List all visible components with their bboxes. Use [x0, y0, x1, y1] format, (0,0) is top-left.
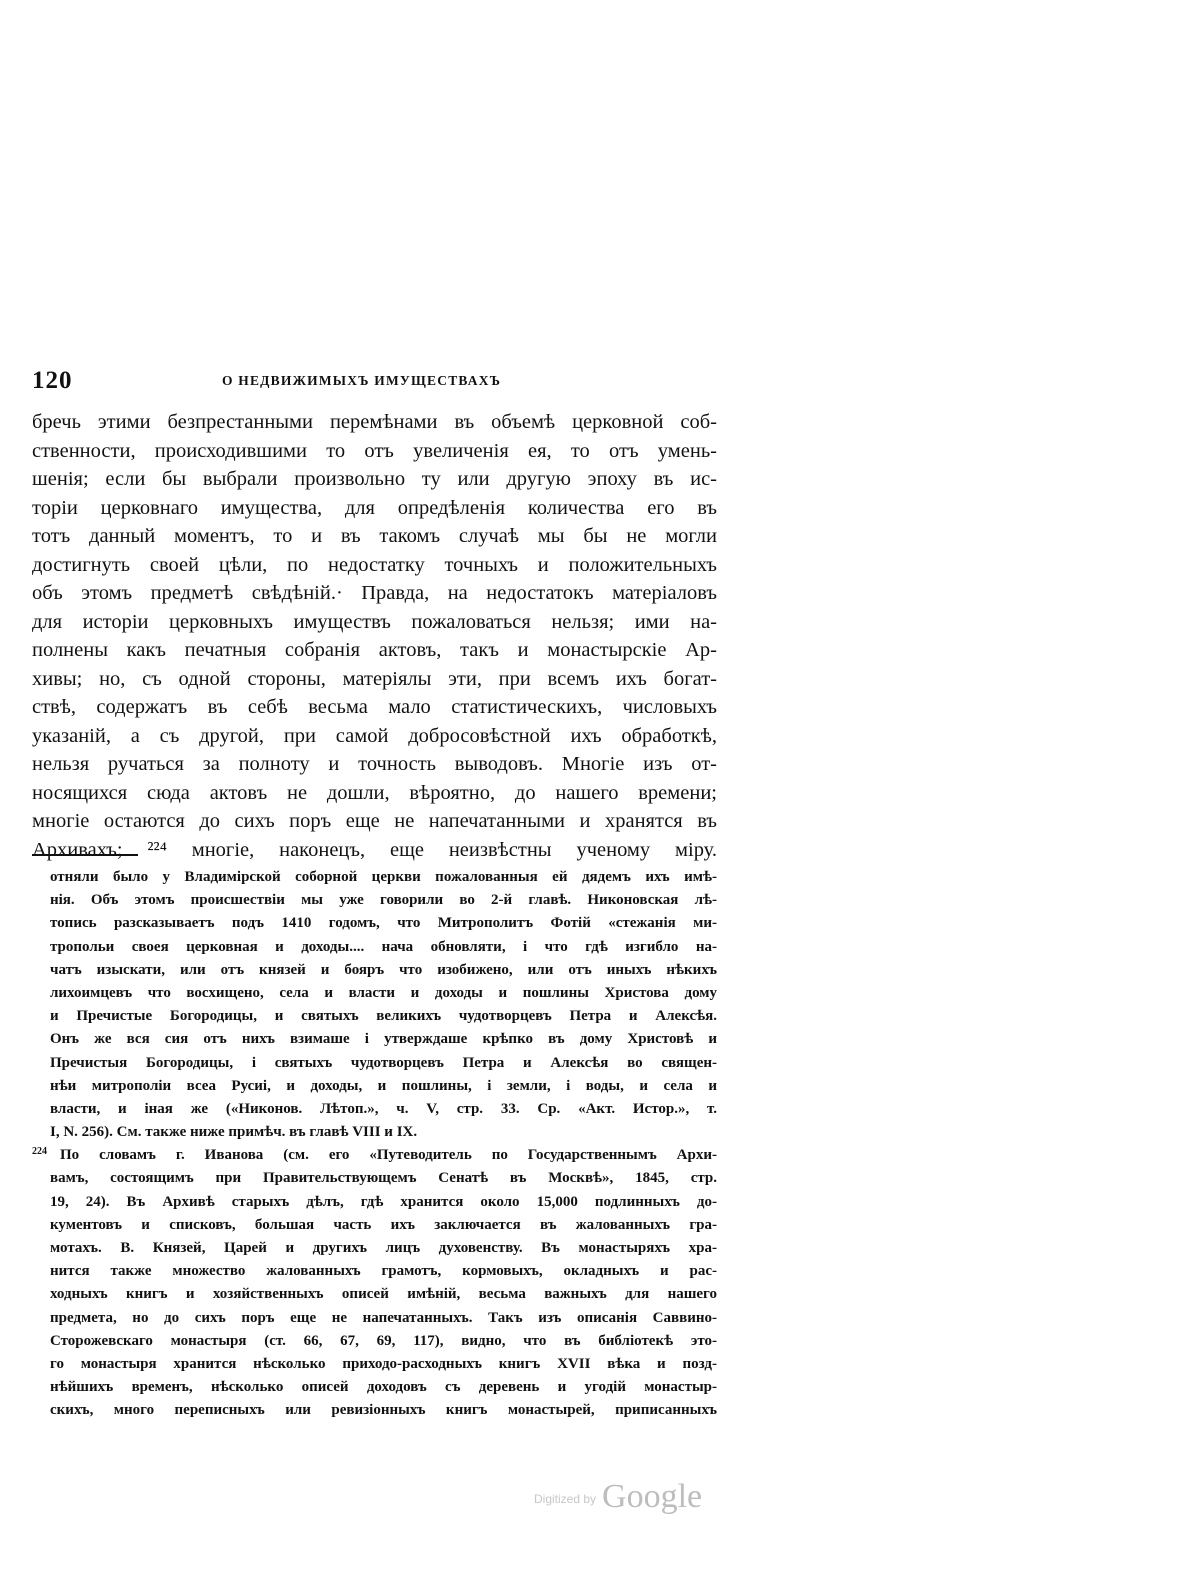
footnote-line: отняли было у Владимірской соборной церкви пожалованныя ей дядемъ ихъ имѣ- [50, 869, 717, 885]
footnote-line: ходныхъ книгъ и хозяйственныхъ описей имѣній, весьма важныхъ для нашего [50, 1286, 717, 1303]
footnote-line: Пречистыя Богородицы, і святыхъ чудотворцевъ Петра и Алексѣя во священ- [50, 1054, 717, 1071]
footnote-line: 19, 24). Въ Архивѣ старыхъ дѣлъ, гдѣ хранится около 15,000 подлинныхъ до- [50, 1193, 717, 1210]
text-line: Архивахъ; ²²⁴ многіе, наконецъ, еще неизвѣстны ученому міру. [32, 838, 717, 861]
footnote-line: Сторожевскаго монастыря (ст. 66, 67, 69, 117), видно, что въ библіотекѣ это- [50, 1332, 717, 1349]
footnote-line: нѣи митрополіи всеа Русиі, и доходы, и пошлины, і земли, і воды, и села и [50, 1077, 717, 1094]
text-line: многіе остаются до сихъ поръ еще не напечатанными и хранятся въ [32, 810, 717, 832]
text-line: шенія; если бы выбрали произвольно ту или другую эпоху въ ис- [32, 468, 717, 490]
text-line: нельзя ручаться за полноту и точность выводовъ. Многіе изъ от- [32, 753, 717, 775]
page-number: 120 [32, 367, 73, 394]
footnote-marker: 224 [32, 1146, 47, 1158]
footnote-line: Онъ же вся сия отъ нихъ взимаше і утверждаше крѣпко въ дому Христовѣ и [50, 1031, 717, 1048]
footnote-line: го монастыря хранится нѣсколько приходо-расходныхъ книгъ XVII вѣка и позд- [50, 1355, 717, 1372]
footnote-224-first-line [32, 1144, 717, 1167]
footnote-line-text: По словамъ г. Иванова (см. его «Путеводитель по Государственнымъ Архи- [60, 1147, 717, 1164]
footnote-line: кументовъ и списковъ, большая часть ихъ заключается въ жалованныхъ гра- [50, 1216, 717, 1233]
text-line: бречь этими безпрестанными перемѣнами въ объемѣ церковной соб- [32, 411, 717, 433]
footnote-line: чатъ изыскати, или отъ князей и бояръ что изобижено, или отъ иныхъ нѣкихъ [50, 961, 717, 978]
footnote-line: лихоимцевъ что восхищено, села и власти и доходы и пошлины Христова дому [50, 984, 717, 1001]
google-watermark [534, 1474, 702, 1514]
footnote-line: тропольи своея церковная и доходы.... нача обновляти, і что гдѣ изгибло на- [50, 938, 717, 955]
page-header [32, 364, 717, 404]
footnote-line: I, N. 256). См. также ниже примѣч. въ главѣ VIII и IX. [50, 1124, 418, 1141]
text-line: для исторіи церковныхъ имуществъ пожаловаться нельзя; ими на- [32, 610, 717, 633]
text-line: носящихся сюда актовъ не дошли, вѣроятно, до нашего времени; [32, 781, 717, 804]
footnotes [32, 866, 717, 1423]
footnote-line: нится также множество жалованныхъ грамотъ, кормовыхъ, окладныхъ и рас- [50, 1263, 717, 1280]
footnote-line: власти, и іная же («Никонов. Лѣтоп.», ч. V, стр. 33. Ср. «Акт. Истор.», т. [50, 1100, 717, 1117]
footnote-line: нія. Объ этомъ происшествіи мы уже говорили во 2-й главѣ. Никоновская лѣ- [50, 892, 717, 909]
footnote-rule [32, 854, 138, 856]
running-head: О НЕДВИЖИМЫХЪ ИМУЩЕСТВАХЪ [222, 373, 502, 388]
google-logo: Google [602, 1478, 703, 1515]
footnote-line: нѣйшихъ временъ, нѣсколько описей доходовъ съ деревень и угодій монастыр- [50, 1379, 717, 1396]
watermark-prefix: Digitized by [534, 1492, 597, 1506]
text-line: указаній, а съ другой, при самой добросовѣстной ихъ обработкѣ, [32, 724, 717, 747]
text-line: достигнуть своей цѣли, по недостатку точныхъ и положительныхъ [32, 553, 717, 576]
text-line: объ этомъ предметѣ свѣдѣній.· Правда, на недостатокъ матеріаловъ [32, 582, 717, 604]
main-text [32, 408, 717, 864]
footnote-line: и Пречистые Богородицы, и святыхъ великихъ чудотворцевъ Петра и Алексѣя. [50, 1008, 717, 1025]
text-line: торіи церковнаго имущества, для опредѣленія количества его въ [32, 496, 717, 519]
text-line: тотъ данный моментъ, то и въ такомъ случаѣ мы бы не могли [32, 525, 717, 547]
text-line: ствѣ, содержатъ въ себѣ весьма мало статистическихъ, числовыхъ [32, 696, 717, 718]
footnote-line: мотахъ. В. Князей, Царей и другихъ лицъ духовенству. Въ монастыряхъ хра- [50, 1240, 717, 1256]
footnote-line: вамъ, состоящимъ при Правительствующемъ Сенатѣ въ Москвѣ», 1845, стр. [50, 1170, 717, 1187]
text-line: полнены какъ печатныя собранія актовъ, такъ и монастырскіе Ар- [32, 639, 717, 661]
text-line: хивы; но, съ одной стороны, матеріялы эти, при всемъ ихъ богат- [32, 667, 717, 690]
text-line: ственности, происходившими то отъ увеличенія ея, то отъ умень- [32, 439, 717, 462]
footnote-line: топись разсказываетъ подъ 1410 годомъ, что Митрополитъ Фотій «стежанія ми- [50, 915, 717, 932]
footnote-line: скихъ, много переписныхъ или ревизіонныхъ книгъ монастырей, приписанныхъ [50, 1402, 717, 1419]
footnote-line: предмета, но до сихъ поръ еще не напечатанныхъ. Такъ изъ описанія Саввино- [50, 1309, 717, 1326]
